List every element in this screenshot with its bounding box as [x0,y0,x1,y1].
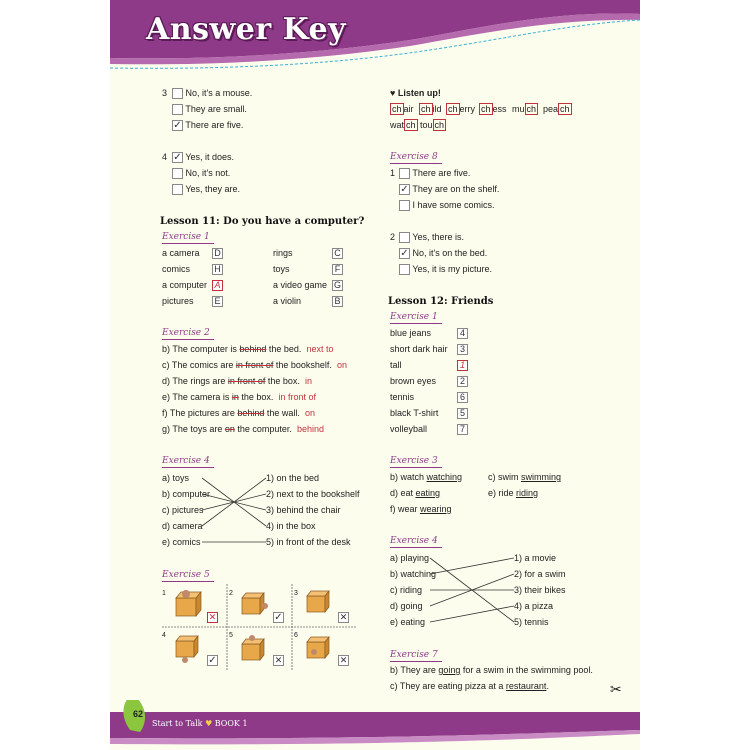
letter-box: G [333,280,341,290]
vocab-item: toys [273,264,290,274]
sentence-line: c) They are eating pizza at a restaurant. [390,681,549,691]
checkbox [399,264,410,275]
answer-option: No, it's not. [172,168,230,179]
match-left-item: b) computer [162,489,211,499]
cross-mark [207,612,218,623]
header-banner [110,0,640,75]
lesson-heading: Lesson 11: Do you have a computer? [160,216,365,227]
vocab-item: rings [273,248,293,258]
scissors-icon: ✂ [610,681,622,697]
cell-number: 1 [162,590,166,597]
checked-checkbox [172,120,183,131]
exercise-heading: Exercise 4 [390,536,442,548]
book-title: Start to Talk ♥ BOOK 1 [152,719,248,728]
match-right-item: 2) next to the bookshelf [266,489,360,499]
sentence-line: d) The rings are in front of the box. in [162,376,312,386]
gerund-item: b) watch watching [390,472,463,482]
vocab-item: comics [162,264,191,274]
gerund-item: c) swim swimming [488,472,562,482]
checkbox [399,168,410,179]
checkbox [172,168,183,179]
number-box: 5 [457,408,468,419]
description-item: blue jeans [390,328,432,338]
letter-box: D [212,248,223,259]
listen-word: mu ch [512,104,537,114]
sentence-line: f) The pictures are behind the wall. on [162,408,315,418]
answer-option: ✓ Yes, it does. [172,152,234,163]
answer-option: Yes, there is. [399,232,464,243]
match-right-item: 1) a movie [514,553,557,563]
letter-box: C [332,248,343,259]
vocab-item: pictures [162,296,194,306]
listen-word: ch air [392,104,414,114]
checked-checkbox [172,152,183,163]
description-item: short dark hair [390,344,448,354]
listen-word: wat ch [390,120,416,130]
listen-word: ch ess [481,104,507,114]
checked-checkbox [399,184,410,195]
description-item: volleyball [390,424,428,434]
match-left-item: e) eating [390,617,426,627]
answer-option: There are five. [399,168,470,179]
letter-box: F [332,264,343,275]
match-right-item: 5) tennis [514,617,549,627]
gerund-item: f) wear wearing [390,504,452,514]
match-left-item: c) riding [390,585,423,595]
vocab-item: a computer [162,280,208,290]
exercise-heading: Exercise 4 [162,456,214,468]
question-number: 4 [162,152,168,162]
lesson-heading: Lesson 12: Friends [388,296,494,307]
description-item: brown eyes [390,376,437,386]
match-left-item: c) pictures [162,505,204,515]
number-box: 7 [457,424,468,435]
match-left-item: d) going [390,601,423,611]
exercise-heading: Exercise 2 [162,328,214,340]
footer-band [110,700,640,750]
vocab-item: a violin [273,296,302,306]
answer-option: I have some comics. [399,200,495,211]
sentence-line: e) The camera is in the box. in front of [162,392,316,402]
box-picture [242,593,268,614]
matching-lines [200,470,270,550]
box-picture [176,636,198,663]
check-mark [273,612,284,623]
check-mark [207,655,218,666]
match-right-item: 2) for a swim [514,569,566,579]
box-picture [307,637,329,658]
page-number: 62 [133,709,144,719]
answer-option: ✓ There are five. [172,120,243,131]
cell-number: 6 [294,632,298,639]
box-picture [242,635,264,660]
vocab-item: a camera [162,248,200,258]
answer-option: They are small. [172,104,247,115]
sentence-line: g) The toys are on the computer. behind [162,424,324,434]
sentence-line: b) The computer is behind the bed. next to [162,344,334,354]
listen-word: ch ild [421,104,442,114]
description-item: tennis [390,392,415,402]
match-right-item: 3) behind the chair [266,505,341,515]
gerund-item: e) ride riding [488,488,539,498]
picture-grid [162,584,357,670]
cell-number: 5 [229,632,233,639]
match-left-item: a) playing [390,553,430,563]
box-picture [307,591,329,612]
question-number: 1 [390,168,396,178]
exercise-heading: Exercise 3 [390,456,442,468]
number-box: 4 [457,328,468,339]
exercise-heading: Exercise 1 [390,312,442,324]
answer-option: Yes, they are. [172,184,240,195]
gerund-item: d) eat eating [390,488,441,498]
cross-mark [273,655,284,666]
checkbox [172,104,183,115]
checked-checkbox [399,248,410,259]
match-left-item: e) comics [162,537,201,547]
description-item: black T-shirt [390,408,439,418]
cell-number: 3 [294,590,298,597]
cell-number: 4 [162,632,166,639]
number-box: 6 [457,392,468,403]
match-right-item: 3) their bikes [514,585,566,595]
checkbox [399,200,410,211]
listen-word: ch erry [448,104,476,114]
exercise-heading: Exercise 7 [390,650,442,662]
number-box: 3 [457,344,468,355]
cell-number: 2 [229,590,233,597]
exercise-heading: Exercise 1 [162,232,214,244]
match-right-item: 4) a pizza [514,601,554,611]
match-right-item: 5) in front of the desk [266,537,351,547]
page-title: Answer Key [146,12,347,47]
box-picture [176,590,201,616]
match-right-item: 4) in the box [266,521,316,531]
number-box: 2 [457,376,468,387]
number-box: 1 [457,360,468,371]
answer-option: ✓ They are on the shelf. [399,184,499,195]
cross-mark [338,612,349,623]
letter-box: E [212,296,223,307]
checkbox [172,88,183,99]
sentence-line: c) The comics are in front of the bookshelf. on [162,360,347,370]
match-right-item: 1) on the bed [266,473,320,483]
exercise-heading: Exercise 5 [162,570,214,582]
letter-box: H [212,264,223,275]
question-number: 2 [390,232,396,242]
letter-box: B [332,296,343,307]
listen-word: tou ch [420,120,445,130]
letter-box: A [212,280,223,291]
cross-mark [338,655,349,666]
matching-lines [428,550,518,630]
listen-up-heading: ♥ Listen up! [390,88,441,98]
match-left-item: a) toys [162,473,190,483]
sentence-line: b) They are going for a swim in the swimming pool. [390,665,593,675]
match-left-item: d) camera [162,521,203,531]
checkbox [172,184,183,195]
answer-option: No, it's a mouse. [172,88,252,99]
match-left-item: b) watching [390,569,437,579]
description-item: tall [390,360,402,370]
listen-word: pea ch [543,104,570,114]
answer-option: ✓ No, it's on the bed. [399,248,487,259]
question-number: 3 [162,88,168,98]
exercise-heading: Exercise 8 [390,152,442,164]
answer-key-page [110,0,640,750]
vocab-item: a video game [273,280,328,290]
checkbox [399,232,410,243]
answer-option: Yes, it is my picture. [399,264,492,275]
